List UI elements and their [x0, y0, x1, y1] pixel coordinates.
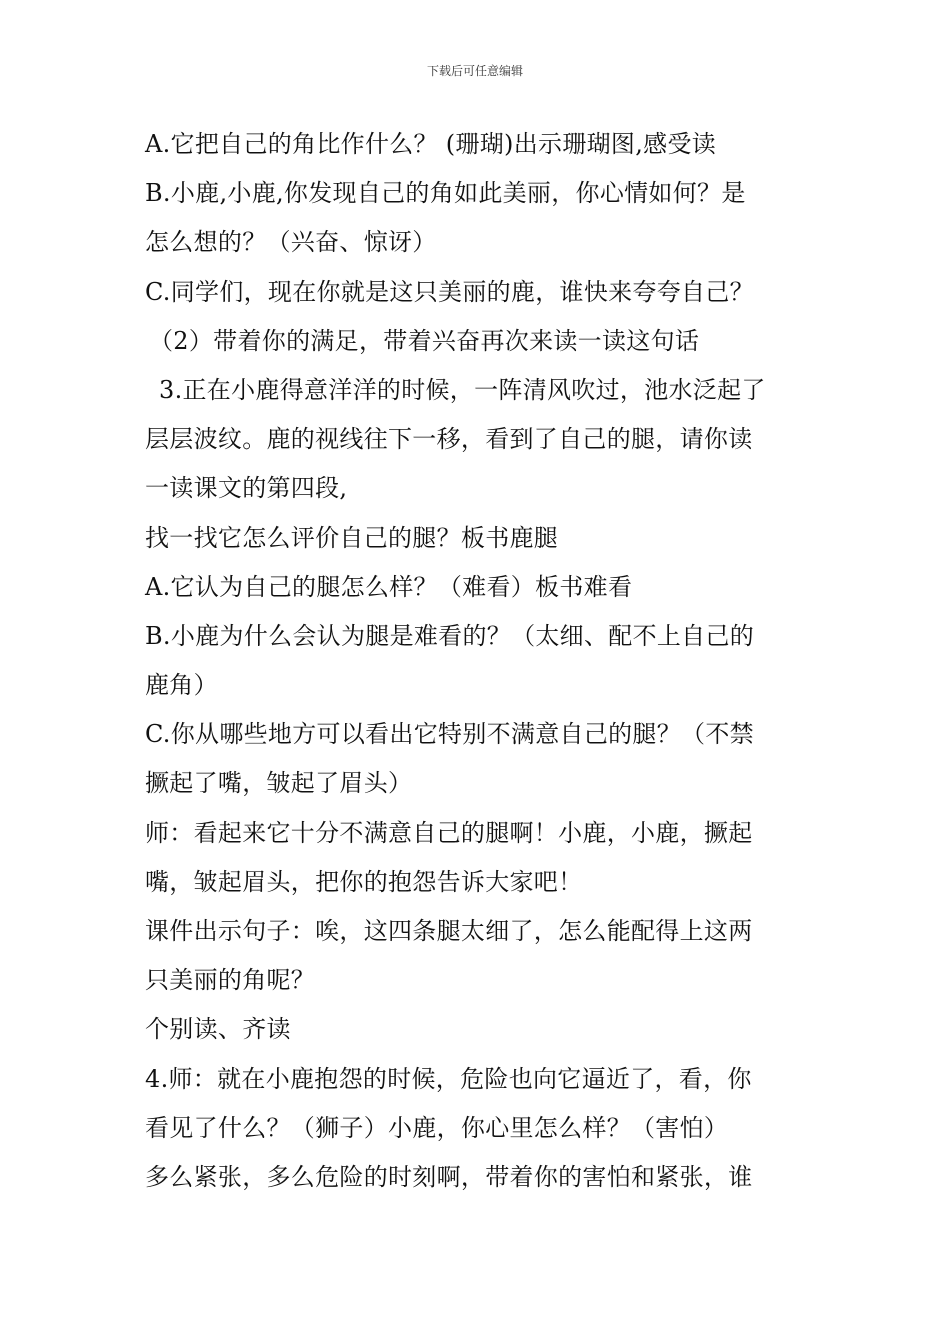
text-line: 4.师：就在小鹿抱怨的时候，危险也向它逼近了，看，你: [145, 1064, 752, 1093]
text-line: 一读课文的第四段,: [145, 474, 348, 503]
text-line: 个别读、齐读: [145, 1015, 291, 1044]
text-line: 3.正在小鹿得意洋洋的时候，一阵清风吹过，池水泛起了: [159, 375, 766, 404]
text-line: 怎么想的？（兴奋、惊讶）: [145, 228, 437, 257]
text-line: 多么紧张，多么危险的时刻啊，带着你的害怕和紧张，谁: [145, 1162, 753, 1191]
text-line: B.小鹿,小鹿,你发现自己的角如此美丽，你心情如何？是: [145, 179, 746, 208]
text-line: 看见了什么？（狮子）小鹿，你心里怎么样？（害怕）: [145, 1113, 729, 1142]
text-line: 嘴，皱起眉头，把你的抱怨告诉大家吧！: [145, 867, 583, 896]
text-line: 只美丽的角呢？: [145, 966, 316, 995]
text-line: C.同学们，现在你就是这只美丽的鹿，谁快来夸夸自己？: [145, 277, 754, 306]
page-header: 下载后可任意编辑: [426, 64, 523, 78]
text-line: 课件出示句子：唉，这四条腿太细了，怎么能配得上这两: [145, 917, 753, 945]
text-line: 鹿角）: [145, 671, 218, 700]
text-line: B.小鹿为什么会认为腿是难看的？（太细、配不上自己的: [145, 621, 755, 650]
text-line: （2）带着你的满足，带着兴奋再次来读一读这句话: [149, 326, 700, 355]
text-line: 撅起了嘴，皱起了眉头）: [145, 769, 413, 798]
text-line: 师：看起来它十分不满意自己的腿啊！小鹿，小鹿，撅起: [145, 818, 753, 847]
text-line: A.它把自己的角比作什么？ (珊瑚)出示珊瑚图,感受读: [145, 130, 717, 158]
text-line: C.你从哪些地方可以看出它特别不满意自己的腿？（不禁: [145, 720, 754, 749]
document-body: [145, 129, 817, 1211]
text-line: 层层波纹。鹿的视线往下一移，看到了自己的腿，请你读: [145, 425, 753, 454]
text-line: A.它认为自己的腿怎么样？（难看）板书难看: [145, 572, 633, 601]
text-line: 找一找它怎么评价自己的腿？板书鹿腿: [145, 523, 559, 552]
